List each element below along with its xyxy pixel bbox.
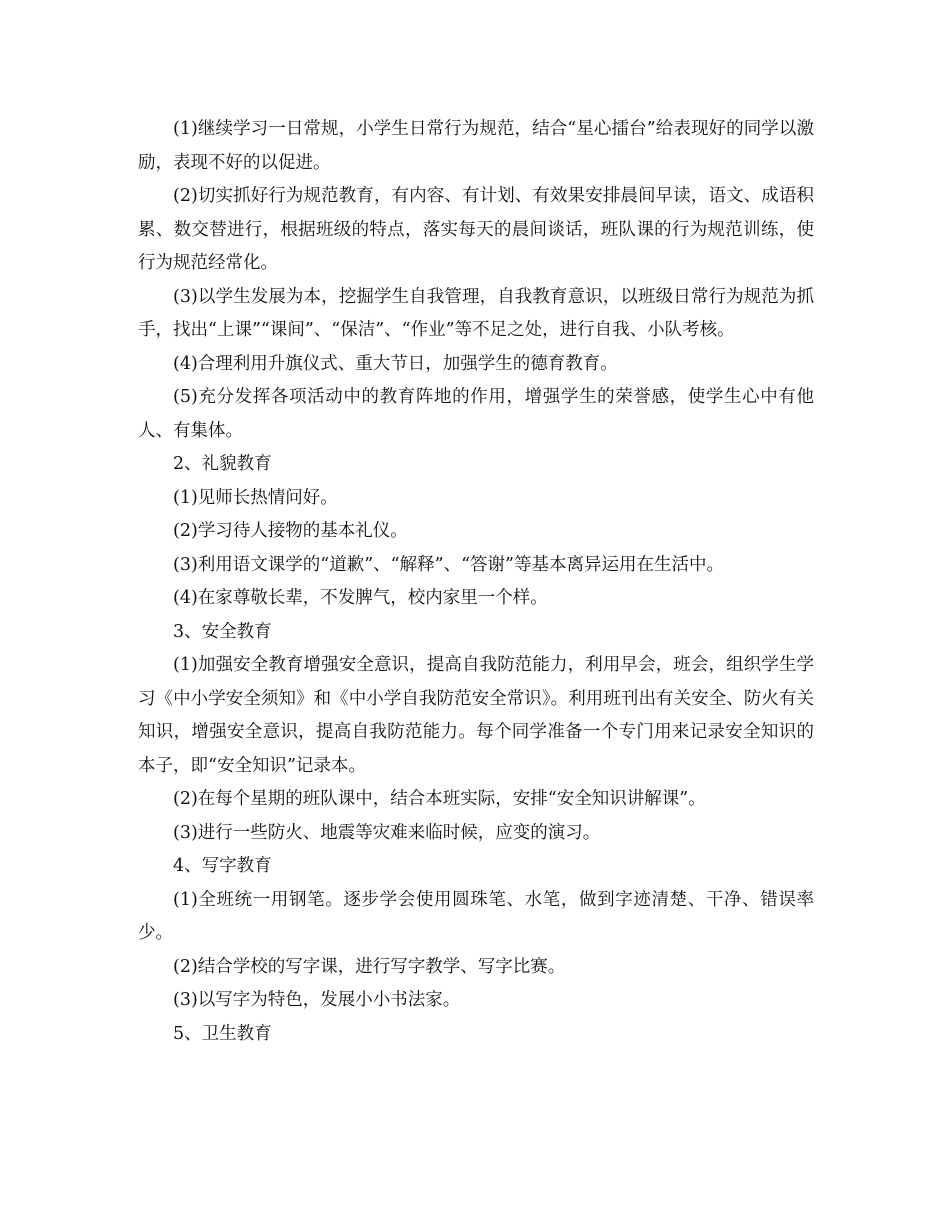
- paragraph-3: (3)以学生发展为本，挖掘学生自我管理，自我教育意识，以班级日常行为规范为抓手，找出“上课”“课间”、“保洁”、“作业”等不足之处，进行自我、小队考核。: [138, 286, 814, 340]
- paragraph-6: (1)见师长热情问好。: [173, 487, 338, 508]
- paragraph-8: (3)利用语文课学的“道歉”、“解释”、“答谢”等基本离异运用在生活中。: [173, 554, 724, 575]
- paragraph-9: (4)在家尊敬长辈，不发脾气，校内家里一个样。: [173, 588, 548, 608]
- paragraph-5: (5)充分发挥各项活动中的教育阵地的作用，增强学生的荣誉感，使学生心中有他人、有集体。: [138, 387, 814, 441]
- paragraph-1: (1)继续学习一日常规，小学生日常行为规范，结合“星心擂台”给表现好的同学以激励，表现不好的以促进。: [138, 119, 814, 173]
- paragraph-4: (4)合理利用升旗仪式、重大节日，加强学生的德育教育。: [173, 353, 618, 374]
- paragraph-7: (2)学习待人接物的基本礼仪。: [173, 521, 408, 541]
- section-heading-writing: 4、写字教育: [173, 856, 272, 876]
- document-body: [138, 113, 814, 1051]
- section-heading-hygiene: 5、卫生教育: [173, 1023, 272, 1044]
- section-heading-safety: 3、安全教育: [173, 621, 272, 642]
- paragraph-15: (3)以写字为特色，发展小小书法家。: [173, 990, 461, 1010]
- paragraph-10: (1)加强安全教育增强安全意识，提高自我防范能力，利用早会，班会，组织学生学习《中小学安全须知》和《中小学自我防范安全常识》。利用班刊出有关安全、防火有关知识，增强安全意识，提高自我防范能力。每个同学准备一个专门用来记录安全知识的本子，即“安全知识”记录本。: [138, 655, 814, 776]
- paragraph-11: (2)在每个星期的班队课中，结合本班实际，安排“安全知识讲解课”。: [173, 789, 706, 809]
- paragraph-12: (3)进行一些防火、地震等灾难来临时候，应变的演习。: [173, 822, 601, 843]
- paragraph-2: (2)切实抓好行为规范教育，有内容、有计划、有效果安排晨间早读，语文、成语积累、数交替进行，根据班级的特点，落实每天的晨间谈话，班队课的行为规范训练，使行为规范经常化。: [138, 186, 814, 273]
- paragraph-13: (1)全班统一用钢笔。逐步学会使用圆珠笔、水笔，做到字迹清楚、干净、错误率少。: [138, 889, 814, 943]
- paragraph-14: (2)结合学校的写字课，进行写字教学、写字比赛。: [173, 956, 566, 977]
- section-heading-courtesy: 2、礼貌教育: [173, 454, 272, 474]
